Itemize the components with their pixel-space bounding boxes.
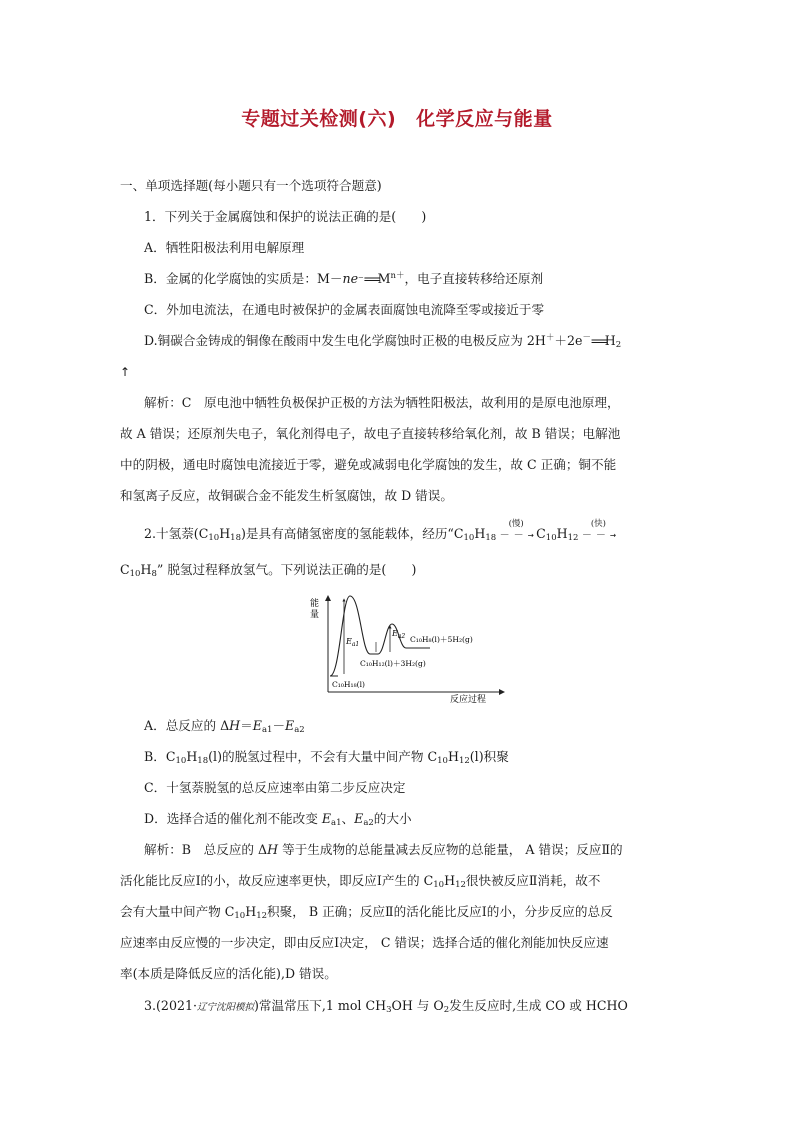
slow-arrow-icon: (慢) － － → — [496, 526, 536, 544]
q2s-sub2: 18 — [230, 533, 241, 543]
fast-label: (快) — [590, 519, 606, 529]
q2d-e1sub: a1 — [331, 818, 342, 828]
q2d-e1: E — [321, 811, 332, 826]
q2s-pre: 2.十氢萘(C — [144, 526, 209, 541]
section-heading: 一、单项选择题(每小题只有一个选项符合题意) — [120, 178, 382, 193]
q1d-mid: ＋2e — [554, 333, 583, 348]
q3-sub2: 2 — [443, 1005, 450, 1015]
q2s-midh: H — [556, 526, 568, 541]
q2an2-post: 很快被反应Ⅱ消耗，故不 — [465, 873, 601, 888]
q2b-mid: (l)的脱氢过程中，不会有大量中间产物 C — [208, 749, 438, 764]
q2s-midcsub: 10 — [545, 533, 557, 543]
q1d-plus: ＋ — [545, 333, 555, 343]
q2d-e2: E — [354, 811, 364, 826]
q1-analysis-line-3: 中的阴极，通电时腐蚀电流接近于零，避免或减弱电化学腐蚀的发生，故 C 正确；铜不能 — [120, 457, 617, 472]
q2s2-h: H — [140, 562, 152, 577]
q1-analysis-line-2: 故 A 错误；还原剂失电子，氧化剂得电子，故电子直接转移给氧化剂，故 B 错误；电解池 — [120, 426, 621, 441]
intermediate-label: C₁₀H₁₂(l)＋3H₂(g) — [360, 659, 426, 668]
q1b-pre: B．金属的化学腐蚀的实质是：M－ — [144, 271, 343, 286]
q2an2-pre: 活化能比反应Ⅰ的小，故反应速率更快，即反应Ⅰ产生的 C — [120, 873, 434, 888]
q1d-minus: － — [582, 333, 591, 343]
q2s-hsub: 18 — [485, 533, 497, 543]
q2a-e1sub: a1 — [261, 725, 273, 735]
q1b-post: ，电子直接转移给还原剂 — [404, 271, 544, 286]
q2b-sub2: 18 — [197, 756, 209, 766]
q2an1-post: 等于生成物的总能量减去反应物的总能量， A 错误；反应Ⅱ的 — [278, 842, 623, 857]
q1-analysis-line-1: 解析：C 原电池中牺牲负极保护正极的方法为牺牲阳极法，故利用的是原电池原理， — [144, 395, 620, 410]
q2a-e1: E — [252, 718, 262, 733]
q2s-midc: C — [536, 526, 546, 541]
q2s-h: H — [219, 526, 231, 541]
q2-stem-line-2 — [120, 562, 680, 578]
q2s-post: )是具有高储氢密度的氢能载体，经历“C — [241, 526, 464, 541]
q2an3-pre: 会有大量中间产物 C — [120, 904, 235, 919]
ea1-label: $E_{a1}$ — [346, 637, 360, 648]
y-axis-label-2: 量 — [310, 610, 320, 620]
up-arrow-icon: ↑ — [120, 365, 131, 379]
q2an3-sub2: 12 — [256, 911, 268, 921]
title-main: 专题过关检测(六) — [241, 108, 397, 130]
q2an2-sub1: 10 — [433, 880, 445, 890]
q2-option-d — [144, 811, 704, 827]
q2a-minus: － — [272, 718, 286, 733]
y-axis-label-1: 能 — [310, 599, 320, 609]
q2a-e2sub: a2 — [294, 725, 305, 735]
q1-option-a: A．牺牲阳极法利用电解原理 — [144, 240, 305, 255]
q2-option-c: C．十氢萘脱氢的总反应速率由第二步反应决定 — [144, 780, 406, 795]
q2b-post: (l)积聚 — [469, 749, 509, 764]
q2s-h2: H — [474, 526, 486, 541]
q3-hand: 辽宁沈阳模拟 — [196, 1002, 254, 1013]
q1-option-b: B．金属的化学腐蚀的实质是：$M-ne^-===M^{n+}$，电子直接转移给还原剂 — [144, 271, 544, 286]
q2s2-csub: 10 — [129, 569, 141, 579]
q2d-e2sub: a2 — [363, 818, 374, 828]
q1b-ne: ne — [342, 271, 359, 286]
q2d-pre: D．选择合适的催化剂不能改变 — [144, 811, 322, 826]
q1d-eqsign: === — [590, 333, 605, 348]
q2a-pre: A．总反应的 Δ — [144, 718, 230, 733]
q1-option-d — [144, 333, 704, 349]
q1d-h: H — [604, 333, 616, 348]
q2a-eq: ＝ — [240, 718, 253, 733]
q2an3-sub1: 10 — [234, 911, 246, 921]
fast-arrow-icon: (快) － － → — [578, 526, 618, 544]
q2an1-pre: 解析：B 总反应的 Δ — [144, 842, 268, 857]
q2s2-hsub: 8 — [151, 569, 157, 579]
q1b-ion: M — [377, 271, 391, 286]
q2a-h: H — [229, 718, 241, 733]
q3-post-a: )常温常压下,1 mol CH — [254, 998, 387, 1013]
q2a-e2: E — [285, 718, 295, 733]
q1d-h-sub: 2 — [615, 340, 622, 350]
q2s2-post: ” 脱氢过程释放氢气。下列说法正确的是( ) — [156, 562, 417, 577]
q2an2-sub2: 12 — [455, 880, 466, 890]
q2b-h2: H — [447, 749, 459, 764]
q2an1-h: H — [267, 842, 279, 857]
energy-diagram — [308, 592, 508, 704]
q3-sub1: 3 — [386, 1005, 392, 1015]
q1-option-c: C．外加电流法，在通电时被保护的金属表面腐蚀电流降至零或接近于零 — [144, 302, 545, 317]
reactant-label: C₁₀H₁₈(l) — [332, 680, 365, 689]
title-sub: 化学反应与能量 — [416, 108, 553, 130]
q3-post-c: 发生反应时,生成 CO 或 HCHO — [449, 998, 628, 1013]
ea2-label: $E_{a2}$ — [392, 629, 406, 640]
q1b-ion-sup: n＋ — [390, 271, 405, 281]
q2an2-h: H — [444, 873, 456, 888]
q2-option-b — [144, 749, 704, 765]
q2an3-h: H — [245, 904, 257, 919]
q2an3-post: 积聚， B 正确；反应Ⅱ的活化能比反应Ⅰ的小，分步反应的总反 — [267, 904, 613, 919]
q2b-h: H — [186, 749, 198, 764]
product-label: C₁₀H₈(l)＋5H₂(g) — [410, 635, 473, 644]
q2-analysis-line-4: 应速率由反应慢的一步决定，即由反应Ⅰ决定， C 错误；选择合适的催化剂能加快反应速 — [120, 935, 609, 950]
q2s-sub1: 10 — [208, 533, 220, 543]
q3-pre: 3.(2021· — [144, 998, 197, 1013]
q1-analysis-line-4: 和氢离子反应，故铜碳合金不能发生析氢腐蚀，故 D 错误。 — [120, 488, 453, 503]
q1-option-d-arrow — [120, 364, 680, 380]
q1d-pre: D.铜碳合金铸成的铜像在酸雨中发生电化学腐蚀时正极的电极反应为 2H — [144, 333, 546, 348]
q2-analysis-line-1 — [144, 842, 704, 858]
q3-stem — [144, 998, 704, 1016]
q2-analysis-line-2 — [120, 873, 680, 889]
q2s-midhsub: 12 — [567, 533, 579, 543]
q2s-csub: 10 — [463, 533, 475, 543]
q1-stem: 1．下列关于金属腐蚀和保护的说法正确的是( ) — [144, 209, 427, 224]
q3-post-b: OH 与 O — [391, 998, 444, 1013]
q2b-sub4: 12 — [458, 756, 470, 766]
q1b-eqsign: === — [363, 271, 378, 286]
q2b-pre: B．C — [144, 749, 176, 764]
slow-label: (慢) — [508, 519, 524, 529]
q2b-sub3: 10 — [437, 756, 448, 766]
q2-option-a — [144, 718, 704, 734]
q2d-sep: 、 — [341, 811, 355, 826]
q2s2-c: C — [120, 562, 130, 577]
q2b-sub1: 10 — [175, 756, 187, 766]
q2-stem-line-1 — [144, 519, 704, 544]
x-axis-label: 反应过程 — [450, 695, 487, 704]
page-title — [0, 104, 794, 131]
q2-analysis-line-3 — [120, 904, 680, 920]
q2d-post: 的大小 — [373, 811, 412, 826]
q2-analysis-line-5: 率(本质是降低反应的活化能),D 错误。 — [120, 966, 337, 981]
